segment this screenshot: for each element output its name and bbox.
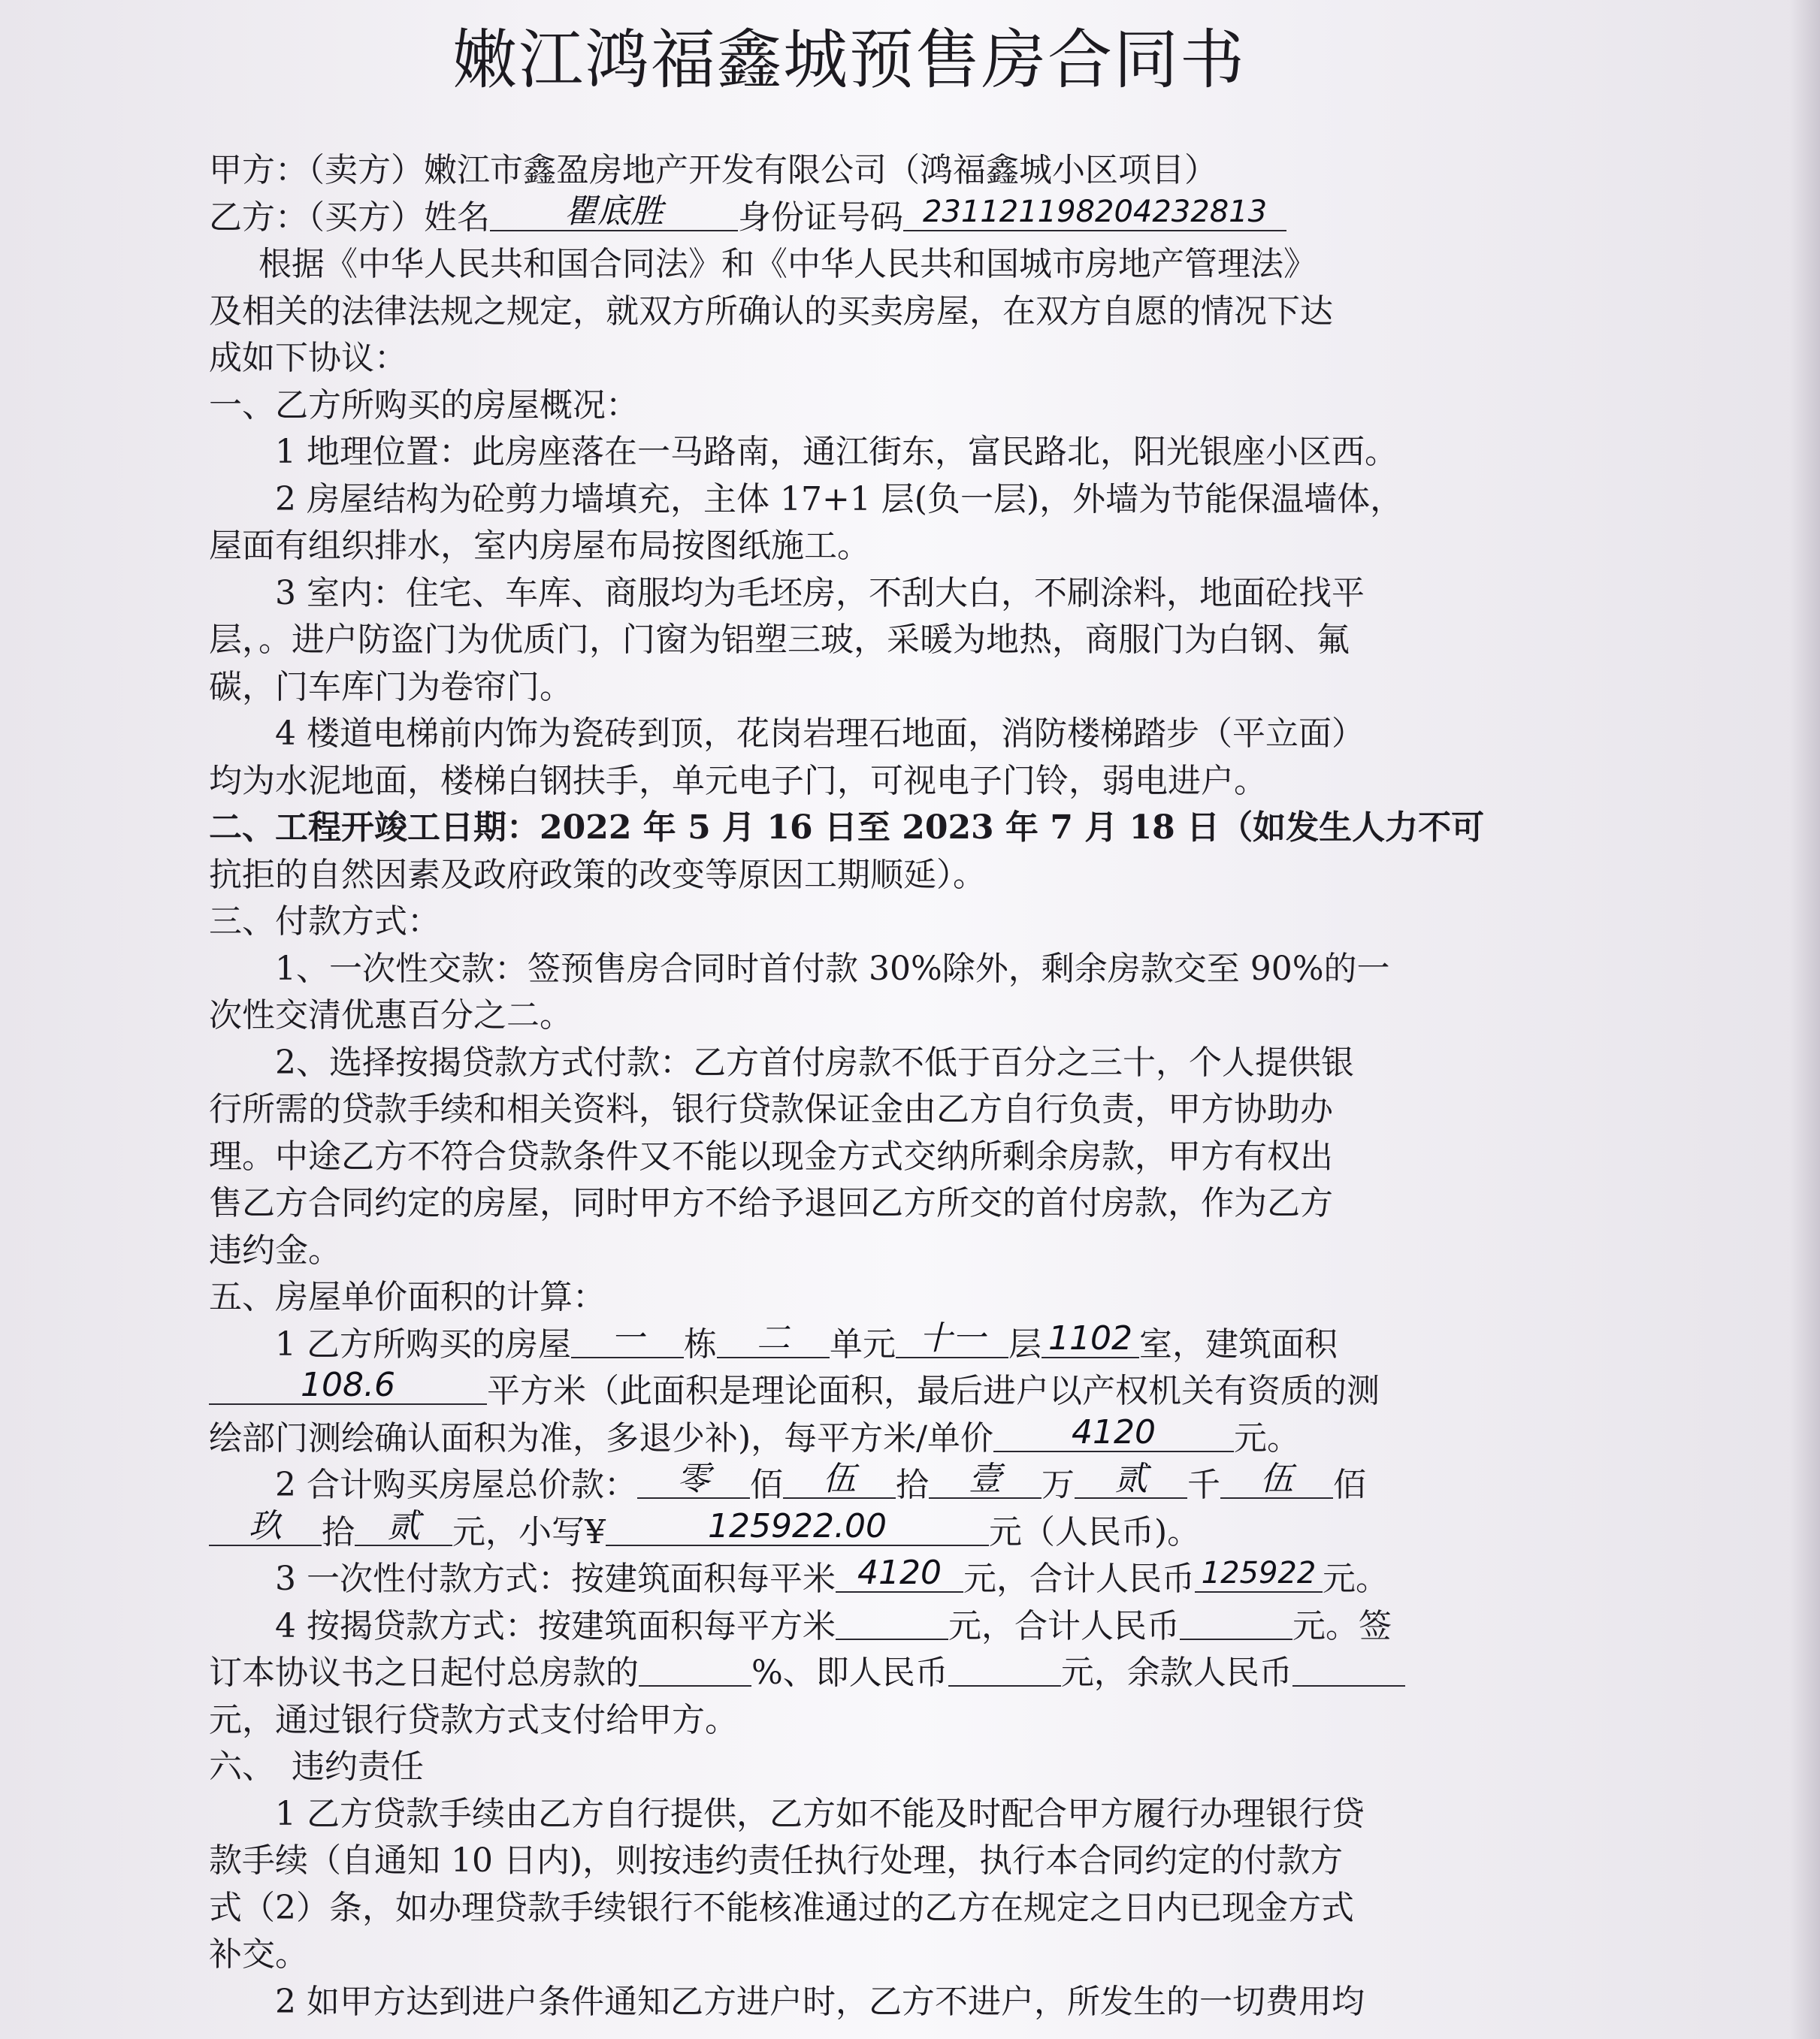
digit-bai-field — [637, 1460, 750, 1499]
shi2-label: 拾 — [322, 1512, 355, 1551]
buyer-name-handwriting: 瞿底胜 — [564, 192, 664, 231]
digit-wan-handwriting: 壹 — [968, 1460, 1002, 1498]
digit-bai2-field — [1220, 1460, 1333, 1499]
text-line: 及相关的法律法规之规定，就双方所确认的买卖房屋，在双方自愿的情况下达 — [209, 292, 1333, 331]
text-line: 违约金。 — [209, 1231, 341, 1270]
text-line: 1 乙方贷款手续由乙方自行提供，乙方如不能及时配合甲方履行办理银行贷 — [275, 1794, 1365, 1833]
room-handwriting: 1102 — [1048, 1319, 1132, 1358]
percent-field — [639, 1652, 751, 1687]
digit-shi2-field — [209, 1506, 322, 1546]
mortgage-total-suffix: 元。签 — [1292, 1606, 1392, 1645]
section-heading: 二、工程开竣工日期：2022 年 5 月 16 日至 2023 年 7 月 18 日（如发生人力不可 — [209, 808, 1485, 847]
lump-price-handwriting: 4120 — [857, 1554, 942, 1592]
digit-wan-field — [929, 1460, 1042, 1499]
area-text: 平方米（此面积是理论面积，最后进户以产权机关有资质的测 — [487, 1372, 1380, 1410]
unit-label: 单元 — [829, 1325, 896, 1364]
text-line: 款手续（自通知 10 日内)，则按违约责任执行处理，执行本合同约定的付款方 — [209, 1841, 1344, 1880]
house-info-line — [209, 1319, 1516, 1369]
text-line: 理。中途乙方不符合贷款条件又不能以现金方式交纳所剩余房款，甲方有权出 — [209, 1137, 1333, 1176]
lump-total-field — [1195, 1558, 1323, 1593]
text-line: 3 室内：住宅、车库、商服均为毛坯房，不刮大白，不刷涂料，地面砼找平 — [275, 573, 1365, 612]
mortgage-total-field — [1180, 1606, 1292, 1640]
party-b-line — [209, 192, 1516, 242]
text-line: 成如下协议： — [209, 339, 407, 377]
text-line: 屋面有组织排水，室内房屋布局按图纸施工。 — [209, 527, 870, 565]
down-payment-label: 订本协议书之日起付总房款的 — [209, 1654, 639, 1692]
text-line: 次性交清优惠百分之二。 — [209, 996, 573, 1035]
text-line: 4 楼道电梯前内饰为瓷砖到顶，花岗岩理石地面，消防楼梯踏步（平立面） — [275, 714, 1365, 753]
text-line: 式（2）条，如办理贷款手续银行不能核准通过的乙方在规定之日内已现金方式 — [209, 1888, 1354, 1927]
total-price-line — [209, 1462, 1516, 1509]
text-line: 1、一次性交款：签预售房合同时首付款 30%除外，剩余房款交至 90%的一 — [275, 949, 1390, 988]
lump-total-suffix: 元。 — [1322, 1560, 1389, 1598]
floor-handwriting: 十一 — [918, 1319, 985, 1358]
lump-total-label: 元，合计人民币 — [963, 1560, 1195, 1598]
unit-field — [717, 1319, 830, 1358]
rmb-label: 元（人民币)。 — [989, 1512, 1201, 1551]
text-line: 均为水泥地面，楼梯白钢扶手，单元电子门，可视电子门铃，弱电进户。 — [209, 761, 1267, 800]
unit-price-handwriting: 4120 — [1072, 1412, 1156, 1451]
small-total-line — [209, 1506, 1516, 1557]
unit-price-field — [993, 1412, 1234, 1452]
small-total-field — [606, 1506, 989, 1546]
shi-label: 拾 — [895, 1466, 929, 1504]
digit-shi-field — [783, 1460, 896, 1499]
section-heading: 一、乙方所购买的房屋概况： — [209, 385, 639, 424]
building-field — [571, 1319, 684, 1358]
lump-total-handwriting: 125922 — [1201, 1556, 1317, 1590]
floor-field — [896, 1319, 1008, 1358]
id-number-label: 身份证号码 — [738, 198, 903, 237]
unit-price-label: 绘部门测绘确认面积为准，多退少补)，每平方米/单价 — [209, 1418, 993, 1458]
floor-label: 层 — [1008, 1325, 1042, 1364]
remaining-field — [1292, 1652, 1405, 1687]
wan-label: 万 — [1041, 1466, 1075, 1504]
bai-label: 佰 — [749, 1466, 783, 1504]
text-line: 2 房屋结构为砼剪力墙填充，主体 17+1 层(负一层)，外墙为节能保温墙体， — [275, 479, 1404, 518]
area-line — [209, 1368, 1516, 1415]
text-line: 碳，门车库门为卷帘门。 — [209, 667, 573, 706]
mortgage-total-label: 元，合计人民币 — [948, 1606, 1180, 1645]
section-heading: 六、 违约责任 — [209, 1747, 424, 1786]
text-line: 2、选择按揭贷款方式付款：乙方首付房款不低于百分之三十，个人提供银 — [275, 1043, 1354, 1082]
text-line: 售乙方合同约定的房屋，同时甲方不给予退回乙方所交的首付房款，作为乙方 — [209, 1184, 1333, 1222]
unit-price-suffix: 元。 — [1234, 1418, 1300, 1458]
down-amount-field — [948, 1652, 1061, 1687]
room-field — [1042, 1319, 1139, 1358]
percent-label: %、即人民币 — [751, 1654, 948, 1692]
house-label: 1 乙方所购买的房屋 — [275, 1325, 571, 1364]
digit-bai-handwriting: 零 — [676, 1460, 710, 1498]
unit-price-line — [209, 1412, 1516, 1463]
digit-qian-handwriting: 贰 — [1114, 1460, 1147, 1498]
text-line: 补交。 — [209, 1935, 308, 1974]
id-number-field — [903, 194, 1286, 231]
party-a-line: 甲方：（卖方）嫩江市鑫盈房地产开发有限公司（鸿福鑫城小区项目） — [209, 151, 1217, 189]
text-line: 2 如甲方达到进户条件通知乙方进户时，乙方不进户，所发生的一切费用均 — [275, 1982, 1365, 2021]
building-label: 栋 — [683, 1325, 717, 1364]
text-line: 行所需的贷款手续和相关资料，银行贷款保证金由乙方自行负责，甲方协助办 — [209, 1090, 1333, 1128]
area-field — [209, 1366, 487, 1405]
mortgage-line — [209, 1603, 1516, 1651]
lump-sum-label: 3 一次性付款方式：按建筑面积每平米 — [275, 1560, 836, 1598]
lump-sum-line — [209, 1556, 1516, 1603]
document-title: 嫩江鸿福鑫城预售房合同书 — [452, 23, 1246, 98]
mortgage-label: 4 按揭贷款方式：按建筑面积每平方米 — [275, 1606, 836, 1645]
remaining-label: 元，余款人民币 — [1060, 1654, 1292, 1692]
digit-bai2-handwriting: 伍 — [1259, 1460, 1293, 1498]
down-payment-line — [209, 1650, 1516, 1697]
buyer-name-field — [490, 192, 738, 231]
digit-shi-handwriting: 伍 — [822, 1460, 856, 1498]
bai2-label: 佰 — [1332, 1466, 1366, 1504]
section-heading: 三、付款方式： — [209, 902, 440, 941]
id-number-handwriting: 231121198204232813 — [922, 194, 1268, 229]
small-total-label: 元，小写¥ — [452, 1512, 606, 1551]
digit-shi2-handwriting: 玖 — [249, 1506, 282, 1545]
digit-yuan-handwriting: 贰 — [387, 1506, 420, 1545]
text-line: 1 地理位置：此房座落在一马路南，通江街东，富民路北，阳光银座小区西。 — [275, 433, 1398, 471]
digit-yuan-field — [355, 1506, 452, 1546]
area-handwriting: 108.6 — [301, 1366, 395, 1404]
text-line: 元，通过银行贷款方式支付给甲方。 — [209, 1700, 738, 1739]
total-price-label: 2 合计购买房屋总价款： — [275, 1466, 637, 1504]
building-handwriting: 一 — [610, 1319, 644, 1358]
mortgage-price-field — [836, 1606, 948, 1640]
text-line: 抗拒的自然因素及政府政策的改变等原因工期顺延）。 — [209, 855, 986, 894]
text-line: 层，。进户防盗门为优质门，门窗为铝塑三玻，采暖为地热，商服门为白钢、氟 — [209, 621, 1350, 659]
digit-qian-field — [1075, 1460, 1187, 1499]
page-edge-shadow — [1790, 0, 1820, 2039]
contract-body — [209, 147, 1516, 2025]
text-line: 根据《中华人民共和国合同法》和《中华人民共和国城市房地产管理法》 — [258, 245, 1317, 283]
lump-price-field — [836, 1554, 963, 1593]
small-total-handwriting: 125922.00 — [708, 1506, 887, 1545]
section-heading: 五、房屋单价面积的计算： — [209, 1278, 606, 1316]
qian-label: 千 — [1187, 1466, 1220, 1504]
room-label: 室，建筑面积 — [1138, 1325, 1338, 1364]
party-b-name-label: 乙方：（买方）姓名 — [209, 198, 490, 237]
unit-handwriting: 二 — [756, 1319, 790, 1358]
